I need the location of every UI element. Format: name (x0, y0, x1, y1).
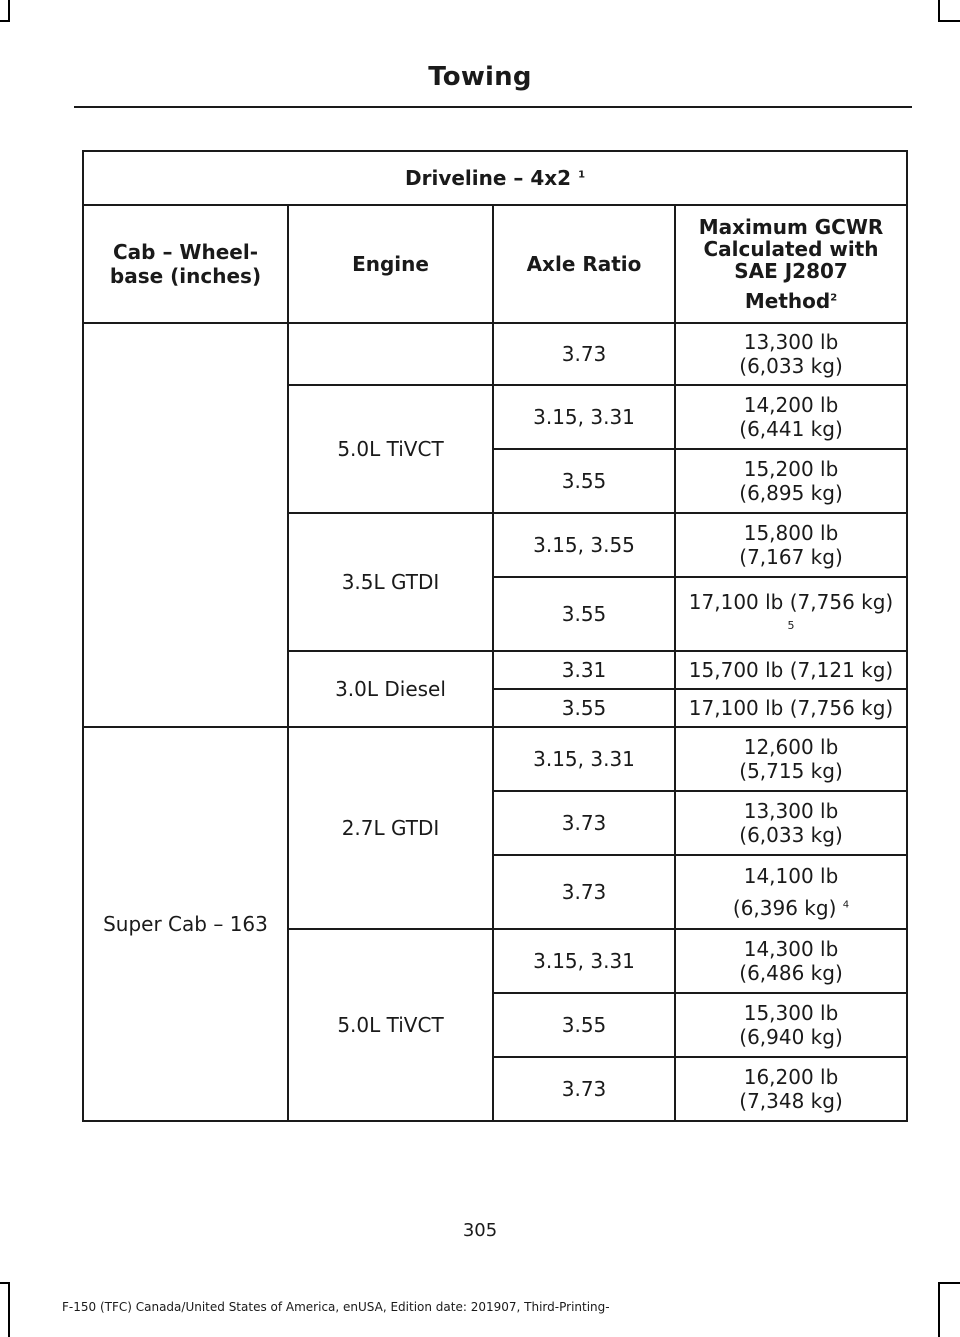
gcwr-header-line2: Calculated with (703, 237, 879, 261)
axle-cell: 3.15, 3.31 (493, 727, 675, 791)
page-number: 305 (462, 1220, 498, 1241)
gcwr-kg-wrap (680, 896, 902, 920)
gcwr-kg: (6,441 kg) (739, 417, 843, 441)
col-header-engine-label: Engine (352, 252, 429, 276)
gcwr-header-line4 (680, 290, 902, 312)
engine-cell: 5.0L TiVCT (288, 385, 493, 513)
crop-mark (938, 1282, 960, 1284)
gcwr-footnote: 2 (830, 292, 838, 304)
gcwr-kg: (7,167 kg) (739, 545, 843, 569)
cab-cell: Super Cab – 163 (83, 727, 288, 1121)
gcwr-kg: (6,396 kg) (732, 896, 837, 920)
table-row (83, 323, 907, 385)
crop-mark (8, 1282, 10, 1337)
gcwr-header-method: Method (744, 289, 831, 313)
gcwr-kg: (6,033 kg) (739, 823, 843, 847)
gcwr-lb: 14,200 lb (743, 393, 839, 417)
page-title: Towing (428, 62, 532, 92)
gcwr-lb: 14,100 lb (743, 864, 839, 888)
gcwr-cell (675, 727, 907, 791)
gcwr-cell (675, 577, 907, 651)
engine-cell: 3.0L Diesel (288, 651, 493, 727)
col-header-axle (493, 205, 675, 323)
crop-mark (0, 20, 10, 22)
gcwr-lb: 13,300 lb (743, 330, 839, 354)
gcwr-cell (675, 791, 907, 855)
gcwr-kg: (6,033 kg) (739, 354, 843, 378)
gcwr-lb: 15,200 lb (743, 457, 839, 481)
gcwr-cell (675, 449, 907, 513)
gcwr-value: 17,100 lb (7,756 kg) (688, 590, 894, 614)
axle-cell: 3.15, 3.31 (493, 385, 675, 449)
gcwr-lb: 14,300 lb (743, 937, 839, 961)
axle-cell: 3.55 (493, 689, 675, 727)
col-header-cab-label: Cab – Wheel-base (inches) (109, 240, 262, 288)
col-header-cab (83, 205, 288, 323)
cab-cell (83, 323, 288, 727)
gcwr-kg: (6,940 kg) (739, 1025, 843, 1049)
title-divider (74, 106, 912, 108)
engine-cell: 5.0L TiVCT (288, 929, 493, 1121)
gcwr-cell (675, 385, 907, 449)
crop-mark (0, 1282, 10, 1284)
gcwr-cell (675, 513, 907, 577)
gcwr-row-footnote: 5 (787, 619, 795, 632)
gcwr-kg: (5,715 kg) (739, 759, 843, 783)
gcwr-lb: 15,800 lb (743, 521, 839, 545)
axle-cell: 3.73 (493, 855, 675, 929)
engine-cell: 2.7L GTDI (288, 727, 493, 929)
table-caption (83, 151, 907, 205)
axle-cell: 3.73 (493, 323, 675, 385)
gcwr-kg: (7,348 kg) (739, 1089, 843, 1113)
gcwr-lb: 13,300 lb (743, 799, 839, 823)
gcwr-header-line1: Maximum GCWR (698, 215, 884, 239)
gcwr-cell (675, 1057, 907, 1121)
caption-footnote: 1 (578, 169, 586, 181)
axle-cell: 3.15, 3.55 (493, 513, 675, 577)
col-header-gcwr (675, 205, 907, 323)
caption-text: Driveline – 4x2 (405, 166, 572, 190)
gcwr-cell (675, 929, 907, 993)
gcwr-kg: (6,486 kg) (739, 961, 843, 985)
axle-cell: 3.73 (493, 1057, 675, 1121)
col-header-axle-label: Axle Ratio (526, 252, 642, 276)
gcwr-cell (675, 993, 907, 1057)
axle-cell: 3.31 (493, 651, 675, 689)
gcwr-lb: 12,600 lb (743, 735, 839, 759)
crop-mark (938, 1282, 940, 1337)
axle-cell: 3.55 (493, 577, 675, 651)
gcwr-row-footnote: 4 (842, 899, 850, 911)
gcwr-header-line3: SAE J2807 (734, 259, 848, 283)
engine-cell: 3.5L GTDI (288, 513, 493, 651)
gcwr-kg: (6,895 kg) (739, 481, 843, 505)
axle-cell: 3.55 (493, 449, 675, 513)
axle-cell: 3.73 (493, 791, 675, 855)
col-header-engine (288, 205, 493, 323)
gcwr-cell: 15,700 lb (7,121 kg) (675, 651, 907, 689)
axle-cell: 3.15, 3.31 (493, 929, 675, 993)
towing-table (82, 150, 908, 1122)
table-row (83, 727, 907, 791)
gcwr-lb: 15,300 lb (743, 1001, 839, 1025)
gcwr-cell (675, 855, 907, 929)
axle-cell: 3.55 (493, 993, 675, 1057)
crop-mark (8, 0, 10, 22)
gcwr-cell: 17,100 lb (7,756 kg) (675, 689, 907, 727)
gcwr-lb: 16,200 lb (743, 1065, 839, 1089)
crop-mark (938, 20, 960, 22)
engine-cell (288, 323, 493, 385)
crop-mark (938, 0, 940, 22)
gcwr-cell (675, 323, 907, 385)
edition-footer: F-150 (TFC) Canada/United States of America, enUSA, Edition date: 201907, Third-Printing- (62, 1300, 610, 1314)
